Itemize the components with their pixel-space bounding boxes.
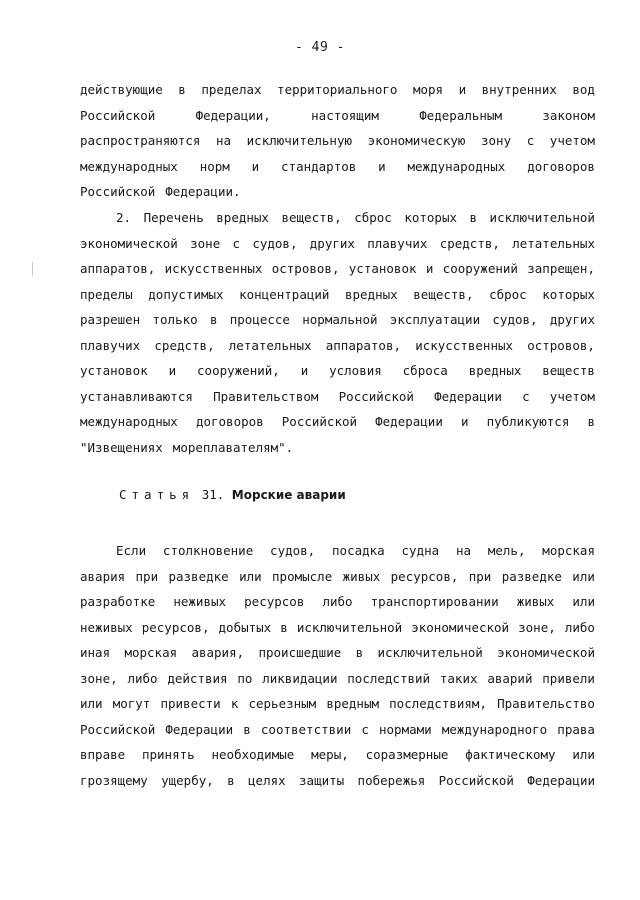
- word: при: [135, 568, 159, 584]
- word: или: [572, 568, 595, 584]
- paragraph-1: [80, 77, 595, 205]
- word: происшедшие: [258, 645, 342, 660]
- word: разведке: [168, 568, 229, 584]
- word: нормальной: [302, 312, 378, 327]
- word: Федерации: [527, 772, 595, 788]
- word: разработке: [80, 594, 156, 609]
- word: судов,: [252, 235, 298, 251]
- word: островов,: [527, 337, 595, 353]
- word: ущербу,: [161, 772, 214, 788]
- word: установок: [348, 261, 417, 276]
- word: искусственных: [415, 337, 514, 353]
- word: транспортировании: [370, 594, 499, 609]
- word: вредных: [345, 286, 398, 302]
- word: Российской: [80, 184, 156, 199]
- margin-mark: [32, 262, 33, 276]
- word: международных: [80, 414, 178, 429]
- word: судов,: [270, 543, 316, 558]
- word: законом: [542, 107, 595, 123]
- text-line: [80, 154, 595, 180]
- word: неживых: [80, 619, 133, 635]
- word: авария: [80, 568, 126, 584]
- text-line: [80, 717, 595, 743]
- word: живых: [516, 594, 555, 609]
- text-line: [80, 358, 595, 384]
- word: летательных: [512, 235, 595, 251]
- word: исключительной: [296, 619, 403, 635]
- word: Если: [116, 543, 147, 558]
- word: с: [232, 235, 241, 251]
- text-line: [80, 128, 595, 154]
- word: и: [460, 414, 469, 429]
- word: Российской: [338, 388, 414, 404]
- word: плавучих: [80, 337, 141, 353]
- word: необходимые: [211, 747, 295, 762]
- word: в: [227, 772, 235, 788]
- word: эксплуатации: [389, 312, 481, 327]
- text-line: [80, 742, 595, 768]
- text-line: [80, 615, 595, 641]
- word: могут: [112, 696, 151, 711]
- word: нормами: [379, 721, 432, 737]
- word: договоров: [195, 414, 264, 429]
- word: концентраций: [239, 286, 330, 302]
- word: "Извещениях: [80, 439, 163, 455]
- word: целях: [248, 772, 286, 788]
- word: в: [280, 619, 288, 635]
- word: 2.: [116, 210, 132, 225]
- word: в: [355, 645, 364, 660]
- word: Федерации: [375, 414, 443, 429]
- word: или: [80, 696, 103, 711]
- text-line: [80, 768, 595, 794]
- text-line: [80, 256, 595, 282]
- word: Российской: [438, 772, 514, 788]
- word: последствиям,: [389, 696, 487, 711]
- word: стандартов: [281, 158, 357, 174]
- word: таких: [439, 670, 478, 686]
- word: иная: [80, 645, 111, 660]
- word: авария,: [191, 645, 245, 660]
- word: островов,: [271, 261, 340, 276]
- word: серьезным: [248, 696, 317, 711]
- word: вредных: [216, 210, 269, 225]
- word: допустимых: [148, 286, 224, 302]
- word: публикуются: [486, 414, 570, 429]
- word: зоне,: [80, 670, 118, 686]
- word: в: [469, 210, 478, 225]
- text-line: [80, 205, 595, 231]
- word: и: [251, 158, 260, 174]
- word: Перечень: [143, 210, 204, 225]
- word: международного: [441, 721, 548, 737]
- text-line: [80, 307, 595, 333]
- text-line: [80, 589, 595, 615]
- paragraph-3: [80, 538, 595, 793]
- word: ликвидации: [262, 670, 338, 686]
- word: соразмерные: [365, 747, 449, 762]
- word: права: [557, 721, 595, 737]
- word: экономической: [497, 645, 595, 660]
- text-line: [80, 564, 595, 590]
- text-line: [80, 538, 595, 564]
- word: зоне,: [518, 619, 556, 635]
- word: на: [216, 133, 232, 148]
- word: установок: [80, 363, 148, 378]
- word: судна: [401, 543, 440, 558]
- word: меры,: [311, 747, 349, 762]
- word: по: [237, 670, 253, 686]
- word: Правительством: [213, 388, 319, 404]
- word: ресурсов,: [141, 619, 210, 635]
- paragraph-2: [80, 205, 595, 460]
- word: в: [178, 82, 186, 97]
- word: вод: [572, 82, 595, 97]
- word: соответствии: [260, 721, 352, 737]
- word: которых: [404, 210, 458, 225]
- word: искусственных: [164, 261, 263, 276]
- word: зоне: [190, 235, 221, 251]
- word: вредным: [326, 696, 380, 711]
- word: фактическому: [465, 747, 556, 762]
- word: и: [168, 363, 177, 378]
- word: международных: [80, 158, 178, 174]
- word: Федерации,: [195, 107, 271, 123]
- word: других: [309, 235, 355, 251]
- word: Российской: [80, 107, 156, 123]
- word: Правительство: [497, 696, 595, 711]
- word: привели: [542, 670, 595, 686]
- word: зону: [481, 133, 512, 148]
- text-line: [80, 282, 595, 308]
- word: сброс: [354, 210, 392, 225]
- article-number: 31.: [201, 487, 225, 502]
- word: привести: [160, 696, 221, 711]
- text-line: [80, 640, 595, 666]
- word: экономической: [80, 235, 178, 251]
- word: или: [572, 747, 595, 762]
- text-line: [80, 333, 595, 359]
- text-line: [80, 179, 595, 205]
- word: либо: [322, 594, 353, 609]
- word: либо: [127, 670, 158, 686]
- word: договоров: [527, 158, 595, 174]
- word: только: [152, 312, 198, 327]
- word: вредных: [468, 363, 522, 378]
- word: в: [209, 312, 218, 327]
- word: сооружений,: [197, 363, 280, 378]
- word: исключительную: [246, 133, 352, 148]
- text-line: [80, 409, 595, 435]
- word: веществ: [542, 363, 595, 378]
- word: Федерации: [434, 388, 502, 404]
- word: Федерации: [165, 721, 234, 737]
- word: исключительной: [377, 645, 483, 660]
- word: и: [300, 363, 309, 378]
- word: к: [230, 696, 239, 711]
- word: устанавливаются: [80, 388, 193, 404]
- word: территориального: [277, 82, 398, 97]
- word: распространяются: [80, 133, 201, 148]
- word: с: [361, 721, 369, 737]
- word: посадка: [332, 543, 385, 558]
- word: экономическую: [367, 133, 466, 148]
- word: последствий: [347, 670, 431, 686]
- word: ресурсов,: [390, 568, 459, 584]
- text-line: [80, 103, 595, 129]
- text-line: [80, 691, 595, 717]
- word: пределах: [201, 82, 262, 97]
- word: средств,: [154, 337, 215, 353]
- text-line: [80, 666, 595, 692]
- word: промысле: [272, 568, 333, 584]
- word: в: [587, 414, 595, 429]
- word: при: [468, 568, 492, 584]
- word: условия: [329, 363, 382, 378]
- word: внутренних: [481, 82, 557, 97]
- word: или: [239, 568, 262, 584]
- word: настоящим: [311, 107, 379, 123]
- word: принять: [141, 747, 195, 762]
- word: Российской: [281, 414, 358, 429]
- word: летательных: [228, 337, 312, 353]
- word: морская: [542, 543, 595, 558]
- word: исключительной: [489, 210, 595, 225]
- word: в: [243, 721, 251, 737]
- word: и: [378, 158, 386, 174]
- word: средств,: [439, 235, 500, 251]
- word: с: [526, 133, 535, 148]
- article-label: Статья: [119, 487, 195, 502]
- word: Федеральным: [419, 107, 502, 123]
- article-heading: [119, 487, 346, 502]
- word: аппаратов,: [325, 337, 402, 353]
- word: столкновение: [162, 543, 254, 558]
- word: добытых: [218, 619, 272, 635]
- word: учетом: [549, 133, 595, 148]
- word: ресурсов: [244, 594, 305, 609]
- word: Российской: [80, 721, 156, 737]
- word: аппаратов,: [80, 261, 156, 276]
- word: неживых: [173, 594, 227, 609]
- word: с: [522, 388, 530, 404]
- article-title: Морские аварии: [231, 488, 346, 502]
- word: норм: [199, 158, 230, 174]
- word: действия: [167, 670, 228, 686]
- word: сброса: [402, 363, 448, 378]
- word: пределы: [80, 286, 133, 302]
- word: на: [455, 543, 472, 558]
- word: и: [425, 261, 434, 276]
- word: либо: [564, 619, 595, 635]
- word: экономической: [411, 619, 510, 635]
- word: судов,: [492, 312, 538, 327]
- word: Федерации.: [165, 184, 241, 199]
- text-line: [80, 231, 595, 257]
- word: плавучих: [367, 235, 428, 251]
- word: побережья: [357, 772, 426, 788]
- word: процессе: [229, 312, 290, 327]
- word: грозящему: [80, 772, 148, 788]
- word: вправе: [80, 747, 126, 762]
- word: мореплавателям".: [172, 439, 294, 455]
- text-line: [80, 384, 595, 410]
- word: которых: [542, 286, 595, 302]
- word: действующие: [80, 82, 163, 97]
- word: сброс: [489, 286, 527, 302]
- word: разрешен: [80, 312, 141, 327]
- word: международных: [407, 158, 506, 174]
- word: веществ,: [413, 286, 474, 302]
- word: морская: [124, 645, 178, 660]
- word: учетом: [549, 388, 595, 404]
- word: запрещен,: [527, 261, 595, 276]
- word: сооружений: [442, 261, 518, 276]
- page-number: - 49 -: [295, 40, 345, 55]
- word: моря: [412, 82, 444, 97]
- word: разведке: [501, 568, 562, 584]
- word: аварий: [487, 670, 533, 686]
- word: мель,: [487, 543, 526, 558]
- word: защиты: [299, 772, 345, 788]
- text-line: [80, 435, 595, 461]
- word: веществ,: [281, 210, 342, 225]
- word: живых: [342, 568, 381, 584]
- word: других: [549, 312, 595, 327]
- word: или: [572, 594, 595, 609]
- text-line: [80, 77, 595, 103]
- word: и: [458, 82, 467, 97]
